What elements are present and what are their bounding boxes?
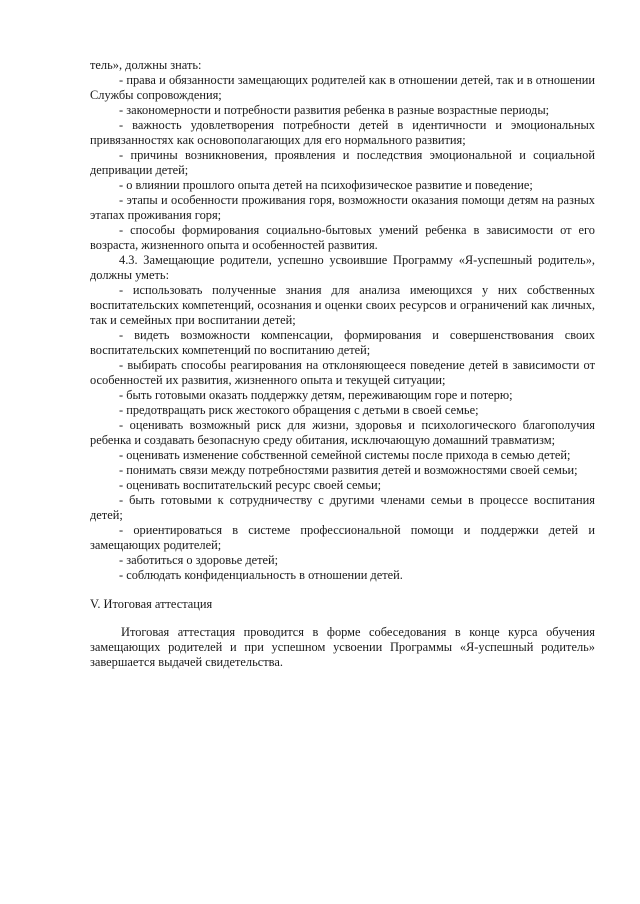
list-item: - видеть возможности компенсации, формирования и совершенствования своих воспитательских компетенций по воспитанию детей; (90, 328, 595, 357)
section-paragraph: 4.3. Замещающие родители, успешно усвоившие Программу «Я-успешный родитель», должны уметь: (90, 253, 595, 282)
section-heading: V. Итоговая аттестация (90, 597, 213, 611)
list-item: - ориентироваться в системе профессиональной помощи и поддержки детей и замещающих родителей; (90, 523, 595, 552)
closing-paragraph: Итоговая аттестация проводится в форме собеседования в конце курса обучения замещающих родителей и при успешном усвоении Программы «Я-успешный родитель» завершается выдачей свидетельства. (90, 625, 595, 669)
list-item: - закономерности и потребности развития ребенка в разные возрастные периоды; (119, 103, 550, 117)
list-item: - способы формирования социально-бытовых умений ребенка в зависимости от его возраста, жизненного опыта и особенностей развития. (90, 223, 595, 252)
paragraph-continuation: тель», должны знать: (90, 58, 202, 72)
list-item: - быть готовыми оказать поддержку детям, переживающим горе и потерю; (119, 388, 513, 402)
list-item: - заботиться о здоровье детей; (119, 553, 279, 567)
list-item: - о влиянии прошлого опыта детей на психофизическое развитие и поведение; (119, 178, 533, 192)
list-item: - предотвращать риск жестокого обращения с детьми в своей семье; (119, 403, 479, 417)
list-item: - быть готовыми к сотрудничеству с другими членами семьи в процессе воспитания детей; (90, 493, 595, 522)
list-item: - использовать полученные знания для анализа имеющихся у них собственных воспитательских компетенций, осознания и оценки своих ресурсов и ограничений как личных, так и семейных при воспитании детей; (90, 283, 595, 327)
list-item: - выбирать способы реагирования на отклоняющееся поведение детей в зависимости от особенностей их развития, жизненного опыта и текущей ситуации; (90, 358, 595, 387)
list-item: - оценивать возможный риск для жизни, здоровья и психологического благополучия ребенка и создавать безопасную среду обитания, исключающую домашний травматизм; (90, 418, 595, 447)
list-item: - оценивать изменение собственной семейной системы после прихода в семью детей; (119, 448, 571, 462)
list-item: - права и обязанности замещающих родителей как в отношении детей, так и в отношении Службы сопровождения; (90, 73, 595, 102)
list-item: - важность удовлетворения потребности детей в идентичности и эмоциональных привязанностях как основополагающих для его нормального развития; (90, 118, 595, 147)
list-item: - оценивать воспитательский ресурс своей семьи; (119, 478, 382, 492)
list-item: - соблюдать конфиденциальность в отношении детей. (119, 568, 403, 582)
list-item: - этапы и особенности проживания горя, возможности оказания помощи детям на разных этапах проживания горя; (90, 193, 595, 222)
list-item: - причины возникновения, проявления и последствия эмоциональной и социальной депривации детей; (90, 148, 595, 177)
document-page (90, 58, 595, 670)
list-item: - понимать связи между потребностями развития детей и возможностями своей семьи; (119, 463, 578, 477)
